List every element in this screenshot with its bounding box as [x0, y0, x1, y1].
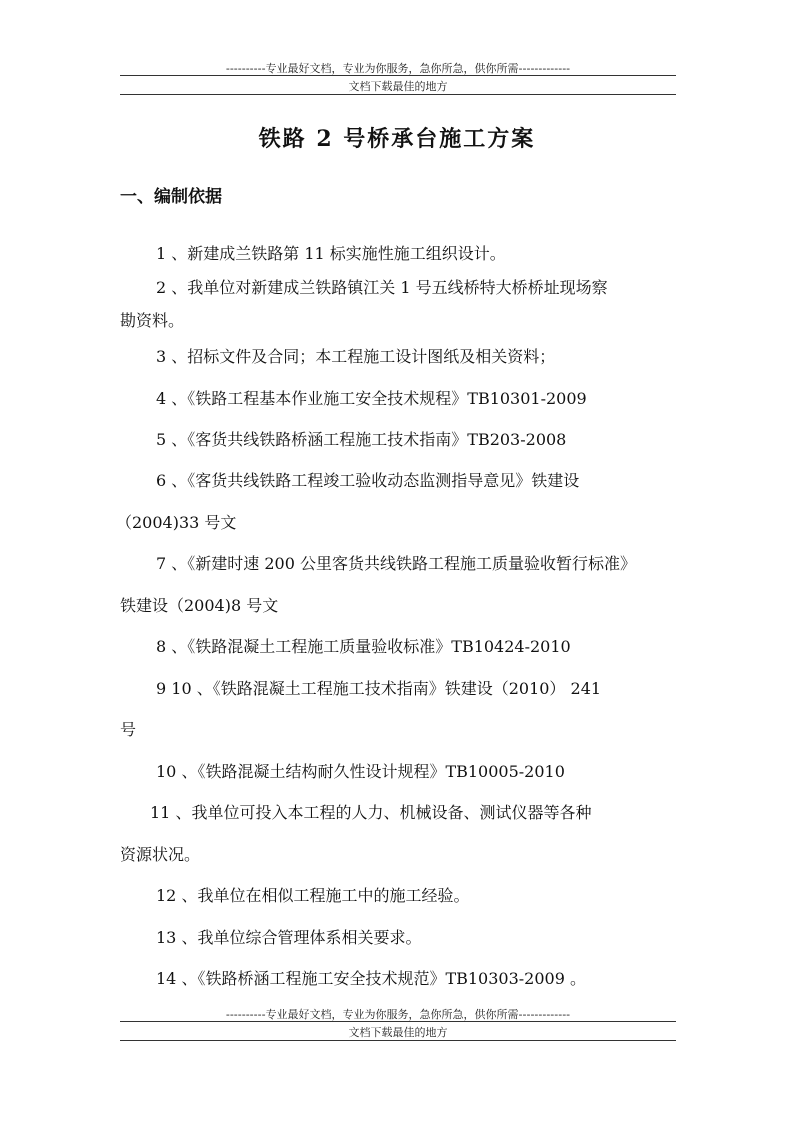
body-line: （2004)33 号文	[116, 513, 237, 532]
body-line: 5 、《客货共线铁路桥涵工程施工技术指南》TB203-2008	[156, 430, 567, 449]
footer-tagline: ----------专业最好文档，专业为你服务，急你所急，供你所需-------------	[225, 1008, 571, 1021]
footer-rule-bottom	[120, 1040, 676, 1041]
body-line: 6 、《客货共线铁路工程竣工验收动态监测指导意见》铁建设	[156, 471, 580, 490]
body-line: 4 、《铁路工程基本作业施工安全技术规程》TB10301-2009	[156, 389, 587, 408]
body-line: 10 、《铁路混凝土结构耐久性设计规程》TB10005-2010	[156, 762, 565, 781]
body-line: 资源状况。	[120, 845, 201, 864]
body-line: 铁建设（2004)8 号文	[120, 596, 279, 615]
header-subline: 文档下载最佳的地方	[348, 80, 448, 93]
section-heading: 一、编制依据	[120, 187, 222, 207]
body-line: 8 、《铁路混凝土工程施工质量验收标准》TB10424-2010	[156, 637, 571, 656]
footer-subline: 文档下载最佳的地方	[348, 1026, 448, 1039]
body-line: 1 、新建成兰铁路第 11 标实施性施工组织设计。	[156, 244, 506, 263]
body-line: 号	[120, 720, 137, 739]
footer-rule-top	[120, 1021, 676, 1022]
body-line: 13 、我单位综合管理体系相关要求。	[156, 928, 422, 947]
body-line: 7 、《新建时速 200 公里客货共线铁路工程施工质量验收暂行标准》	[156, 554, 636, 573]
document-title: 铁路 2 号桥承台施工方案	[258, 126, 536, 152]
body-line: 12 、我单位在相似工程施工中的施工经验。	[156, 886, 470, 905]
body-line: 勘资料。	[120, 311, 185, 330]
body-line: 14 、《铁路桥涵工程施工安全技术规范》TB10303-2009 。	[156, 969, 586, 988]
header-rule-bottom	[120, 94, 676, 95]
body-line: 9 10 、《铁路混凝土工程施工技术指南》铁建设（2010） 241	[156, 679, 602, 698]
body-line: 11 、我单位可投入本工程的人力、机械设备、测试仪器等各种	[150, 803, 592, 822]
body-line: 3 、招标文件及合同；本工程施工设计图纸及相关资料；	[156, 347, 556, 366]
body-line: 2 、我单位对新建成兰铁路镇江关 1 号五线桥特大桥桥址现场察	[156, 278, 608, 297]
header-tagline: ----------专业最好文档，专业为你服务，急你所急，供你所需-------------	[225, 62, 571, 75]
header-rule-top	[120, 75, 676, 76]
